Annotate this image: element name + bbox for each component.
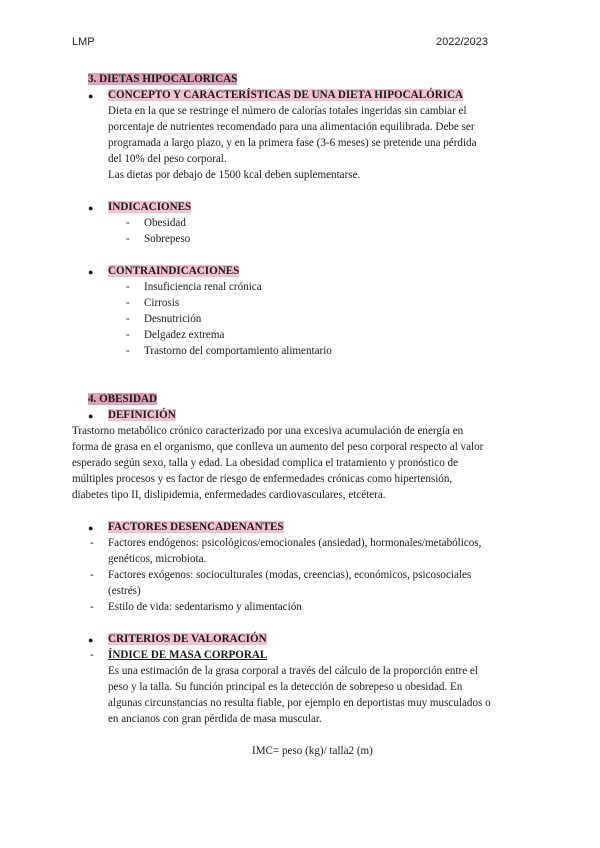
imc-heading: ÍNDICE DE MASA CORPORAL [108,649,268,661]
list-item: Sobrepeso [144,233,191,245]
list-item: Trastorno del comportamiento alimentario [144,345,332,357]
section-3-title: 3. DIETAS HIPOCALORICAS [88,73,238,85]
concept-line: porcentaje de nutrientes recomendado para una alimentación equilibrada. Debe ser [108,121,475,133]
imc-line: en ancianos con gran pérdida de masa muscular. [108,713,322,725]
contraindications-heading: CONTRAINDICACIONES [108,265,240,277]
factor-line: (estrés) [108,585,141,597]
header-right: 2022/2023 [436,36,488,48]
criteria-heading: CRITERIOS DE VALORACIÓN [108,633,267,645]
definition-line: forma de grasa en el organismo, que conlleva un aumento del peso corporal respecto al valor [72,441,484,453]
concept-line: Las dietas por debajo de 1500 kcal deben suplementarse. [108,169,361,181]
definition-line: múltiples procesos y es factor de riesgo de enfermedades crónicas como hipertensión, [72,473,453,485]
definition-line: Trastorno metabólico crónico caracterizado por una excesiva acumulación de energía en [72,425,464,437]
factors-heading: FACTORES DESENCADENANTES [108,521,284,533]
dash-icon: - [90,537,94,549]
bullet-icon: ● [88,203,94,213]
list-item: Delgadez extrema [144,329,225,341]
dash-icon: - [126,313,130,325]
definition-heading: DEFINICIÓN [108,409,176,421]
bullet-icon: ● [88,411,94,421]
dash-icon: - [126,345,130,357]
dash-icon: - [126,217,130,229]
list-item: Obesidad [144,217,186,229]
bullet-icon: ● [88,635,94,645]
factor-line: Factores endógenos: psicológicos/emocionales (ansiedad), hormonales/metabólicos, [108,537,482,549]
bullet-icon: ● [88,523,94,533]
list-item: Desnutrición [144,313,202,325]
factor-line: genéticos, microbiota. [108,553,207,565]
bullet-icon: ● [88,91,94,101]
bullet-icon: ● [88,267,94,277]
imc-line: peso y la talla. Su función principal es la detección de sobrepeso u obesidad. En [108,681,463,693]
factor-line: Estilo de vida: sedentarismo y alimentación [108,601,302,613]
dash-icon: - [126,297,130,309]
concept-heading: CONCEPTO Y CARACTERÍSTICAS DE UNA DIETA HIPOCALÓRICA [108,89,464,101]
imc-formula: IMC= peso (kg)/ talla2 (m) [252,745,373,757]
dash-icon: - [90,649,94,661]
definition-line: diabetes tipo II, dislipidemia, enfermedades cardiovasculares, etcétera. [72,489,386,501]
concept-line: programada a largo plazo, y en la primera fase (3-6 meses) se pretende una pérdida [108,137,477,149]
section-4-title: 4. OBESIDAD [88,393,158,405]
imc-line: algunas circunstancias no resulta fiable, por ejemplo en deportistas muy musculados o [108,697,491,709]
concept-line: del 10% del peso corporal. [108,153,227,165]
dash-icon: - [90,569,94,581]
dash-icon: - [90,601,94,613]
concept-line: Dieta en la que se restringe el número de calorías totales ingeridas sin cambiar el [108,105,467,117]
definition-line: esperado según sexo, talla y edad. La obesidad complica el tratamiento y pronóstico de [72,457,458,469]
imc-line: Es una estimación de la grasa corporal a través del cálculo de la proporción entre el [108,665,478,677]
indications-heading: INDICACIONES [108,201,192,213]
dash-icon: - [126,329,130,341]
dash-icon: - [126,233,130,245]
list-item: Insuficiencia renal crónica [144,281,262,293]
header-left: LMP [72,36,95,48]
factor-line: Factores exógenos: socioculturales (modas, creencias), económicos, psicosociales [108,569,472,581]
dash-icon: - [126,281,130,293]
list-item: Cirrosis [144,297,180,309]
